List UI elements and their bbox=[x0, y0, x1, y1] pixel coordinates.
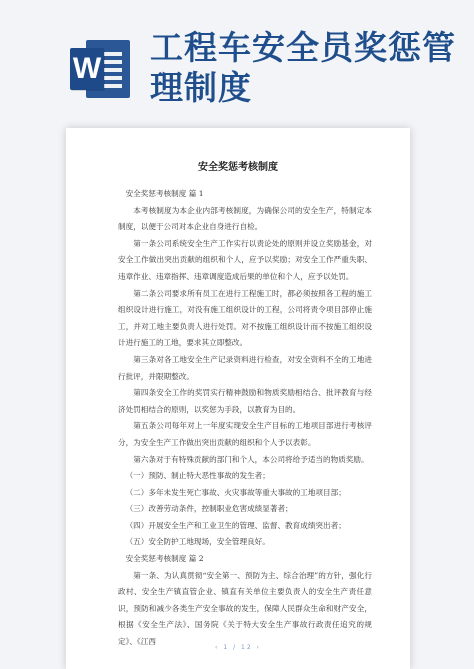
list-item: （一）预防、制止特大恶性事故的发生者； bbox=[125, 471, 270, 481]
paragraph: 第三条对各工地安全生产记录资料进行检查，对安全资料不全的工地进行批评，并限期整改。 bbox=[118, 354, 372, 381]
paragraph: 第二条公司要求所有员工在进行工程施工时，都必须按照各工程的施工组织设计进行施工，对没有施工组织设计的工程，公司将责令项目部停止施工，并对工地主要负责人进行处罚。对不按施工组织设计而不按施工组织设计进行施工的工地，要求其立即整改。 bbox=[118, 288, 372, 348]
page-navigation[interactable]: ‹ 1 / 12 › bbox=[215, 644, 261, 651]
list-item: （二）多年未发生死亡事故、火灾事故等重大事故的工地项目部； bbox=[125, 487, 346, 497]
document-title: 安全奖惩考核制度 bbox=[198, 162, 278, 173]
paragraph: 第五条公司每年对上一年度实现安全生产目标的工地项目部进行考核评分，为安全生产工作做出突出贡献的组织和个人予以表彰。 bbox=[118, 421, 372, 447]
section-heading: 安全奖惩考核制度 篇 2 bbox=[125, 554, 204, 564]
paragraph: 第一条公司系统安全生产工作实行以责论处的原则并设立奖励基金，对安全工作做出突出贡献的组织和个人，应予以奖励；对安全工作严重失职、违章作业、违章指挥、违章调度造成后果的单位和个人，应予以处罚。 bbox=[118, 238, 372, 281]
list-item: （五）安全防护工地现场，安全管理良好。 bbox=[125, 537, 270, 547]
paragraph: 第六条对于有特殊贡献的部门和个人，本公司将给予适当的物质奖励。 bbox=[133, 454, 369, 464]
paragraph: 第一条、为认真贯彻“安全第一、预防为主、综合治理”的方针，强化行政村、安全生产镇直管企业、镇直有关单位主要负责人的安全生产责任意识，预防和减少各类生产安全事故的发生，保障人民群众生命和财产安全，根据《安全生产法》、国务院《关于特大安全生产事故行政责任追究的规定》、《江西 bbox=[118, 570, 372, 647]
list-item: （三）改善劳动条件，控制职业危害成绩显著者； bbox=[125, 504, 293, 514]
paragraph: 第四条安全工作的奖罚实行精神鼓励和物质奖励相结合、批评教育与经济处罚相结合的原则，以奖惩为手段，以教育为目的。 bbox=[118, 388, 372, 414]
document-banner bbox=[0, 0, 474, 118]
document-page bbox=[66, 128, 410, 669]
banner-title: 工程车安全员奖惩管理制度 bbox=[150, 28, 456, 107]
paragraph: 本考核制度为本企业内部考核制度，为确保公司的安全生产，特制定本制度，以便于公司对本企业自身进行自检。 bbox=[118, 205, 372, 232]
word-icon-letter: W bbox=[70, 48, 104, 90]
word-document-icon bbox=[70, 38, 130, 100]
section-heading: 安全奖惩考核制度 篇 1 bbox=[125, 189, 204, 198]
list-item: （四）开展安全生产和工业卫生的管理、监督、教育成绩突出者； bbox=[125, 520, 346, 530]
document-body bbox=[118, 186, 372, 651]
